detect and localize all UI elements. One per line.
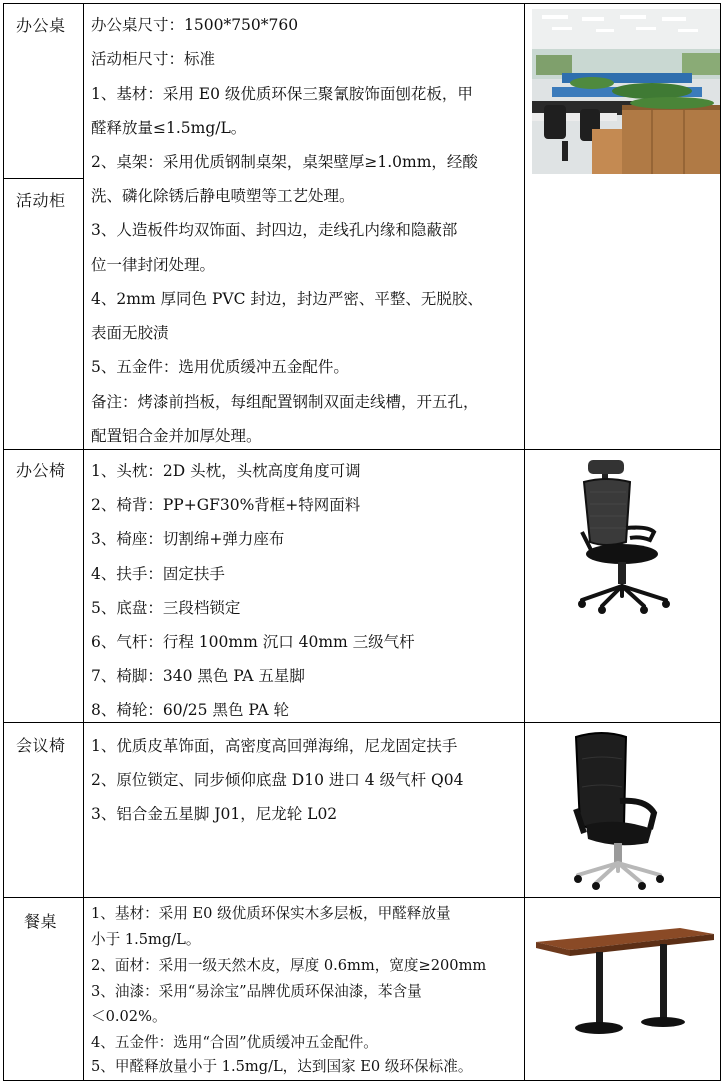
table-border-right: [720, 3, 721, 1081]
spec-line: 2、椅背：PP+GF30%背框+特网面料: [91, 496, 361, 514]
spec-line: 2、原位锁定、同步倾仰底盘 D10 进口 4 级气杆 Q04: [91, 771, 464, 789]
spec-line: 办公桌尺寸：1500*750*760: [91, 16, 299, 34]
dining-table-photo: [530, 912, 718, 1042]
spec-line: 2、桌架：采用优质钢制桌架，桌架壁厚≥1.0mm，经酸: [91, 153, 478, 171]
spec-line: 1、头枕：2D 头枕，头枕高度角度可调: [91, 462, 361, 480]
table-border-top: [3, 3, 720, 4]
spec-line: 4、2mm 厚同色 PVC 封边，封边严密、平整、无脱胶、: [91, 290, 483, 308]
spec-line: 5、甲醛释放量小于 1.5mg/L，达到国家 E0 级环保标准。: [91, 1058, 473, 1075]
spec-line: 配置铝合金并加厚处理。: [91, 427, 262, 445]
spec-line: 小于 1.5mg/L。: [91, 931, 201, 948]
spec-line: 6、气杆：行程 100mm 沉口 40mm 三级气杆: [91, 633, 415, 651]
spec-line: 醛释放量≤1.5mg/L。: [91, 119, 247, 137]
category-meeting-chair: 会议椅: [16, 736, 66, 755]
spec-line: 备注：烤漆前挡板，每组配置钢制双面走线槽，开五孔，: [91, 393, 479, 411]
office-desk-photo: [532, 9, 720, 174]
spec-line: 3、人造板件均双饰面、封四边，走线孔内缘和隐蔽部: [91, 221, 458, 239]
category-office-chair: 办公椅: [16, 461, 66, 480]
mesh-office-chair-photo: [570, 456, 676, 616]
row-divider: [3, 897, 720, 898]
spec-line: 3、椅座：切割绵+弹力座布: [91, 530, 285, 548]
spec-line: 活动柜尺寸：标准: [91, 50, 216, 68]
category-dining-table: 餐桌: [24, 912, 58, 931]
table-border-left: [3, 3, 4, 1081]
spec-line: 1、优质皮革饰面，高密度高回弹海绵，尼龙固定扶手: [91, 737, 458, 755]
spec-line: 表面无胶渍: [91, 324, 169, 342]
table-border-bottom: [3, 1080, 720, 1081]
spec-line: 3、油漆：采用“易涂宝”品牌优质环保油漆，苯含量: [91, 983, 422, 1000]
spec-line: 4、扶手：固定扶手: [91, 565, 225, 583]
spec-line: 位一律封闭处理。: [91, 256, 216, 274]
row-divider: [3, 722, 720, 723]
spec-line: 3、铝合金五星脚 J01，尼龙轮 L02: [91, 805, 338, 823]
row-divider: [3, 449, 720, 450]
spec-line: ＜0.02%。: [91, 1008, 167, 1025]
spec-line: 7、椅脚：340 黑色 PA 五星脚: [91, 667, 305, 685]
spec-line: 8、椅轮：60/25 黑色 PA 轮: [91, 701, 290, 719]
spec-line: 4、五金件：选用“合固”优质缓冲五金配件。: [91, 1034, 378, 1051]
spec-line: 5、底盘：三段档锁定: [91, 599, 241, 617]
spec-line: 1、基材：采用 E0 级优质环保三聚氰胺饰面刨花板，甲: [91, 85, 473, 103]
column-divider: [524, 3, 525, 1081]
category-file-cabinet: 活动柜: [16, 191, 66, 210]
leather-conference-chair-photo: [566, 729, 666, 891]
column-divider: [83, 3, 84, 1081]
spec-line: 2、面材：采用一级天然木皮，厚度 0.6mm，宽度≥200mm: [91, 957, 487, 974]
spec-line: 1、基材：采用 E0 级优质环保实木多层板，甲醛释放量: [91, 905, 451, 922]
row-divider: [3, 178, 83, 179]
spec-line: 5、五金件：选用优质缓冲五金配件。: [91, 358, 349, 376]
category-office-desk: 办公桌: [16, 16, 66, 35]
spec-line: 洗、磷化除锈后静电喷塑等工艺处理。: [91, 187, 355, 205]
